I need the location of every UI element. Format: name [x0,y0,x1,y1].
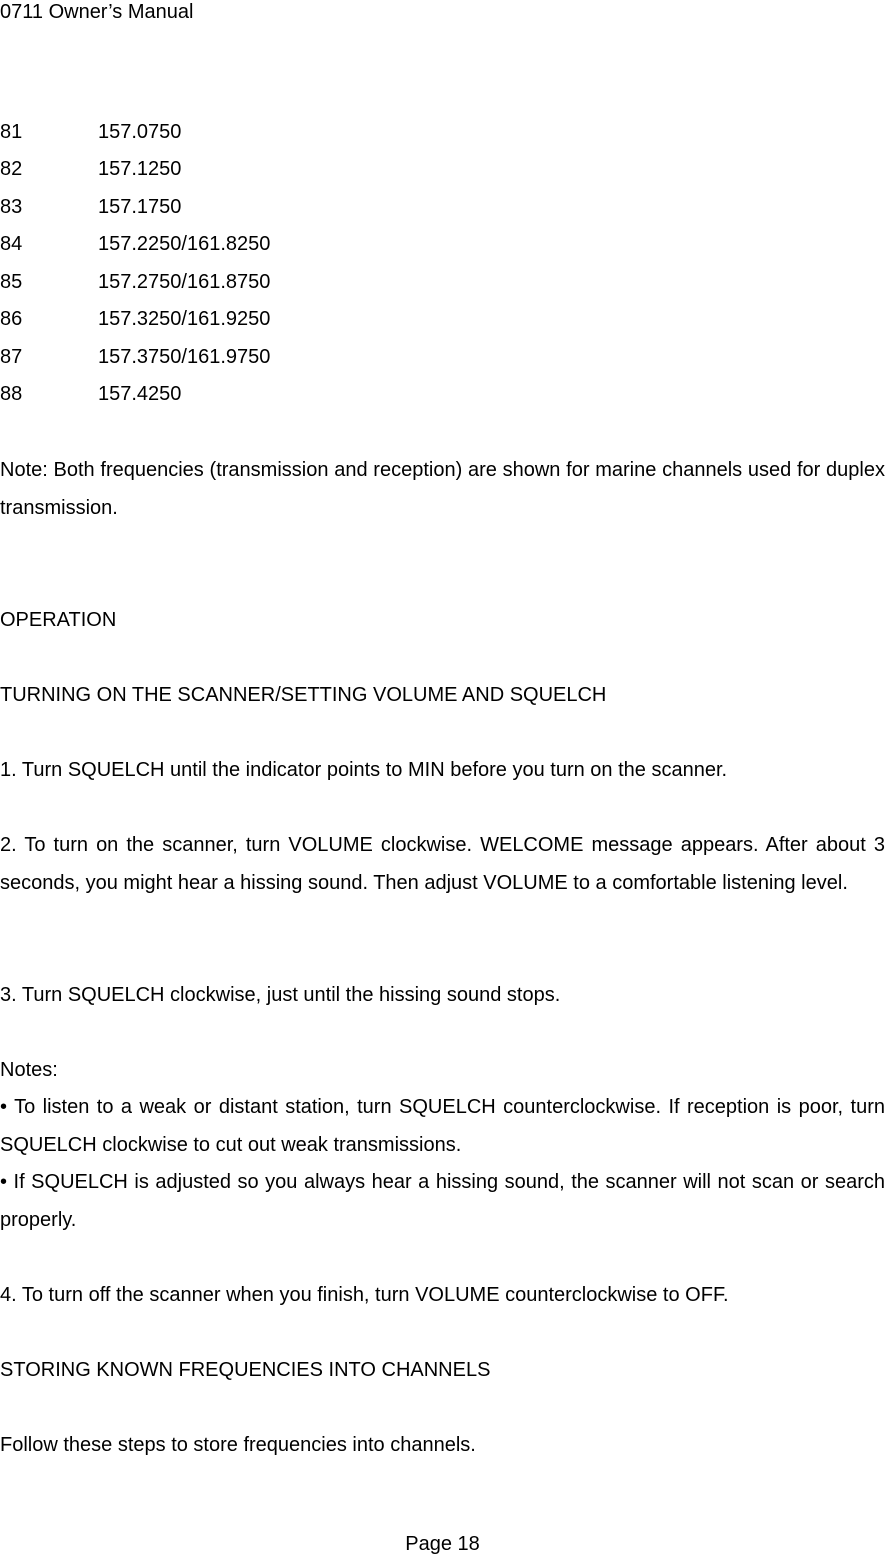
channel-number: 83 [0,196,23,218]
operation-heading: OPERATION [0,609,117,631]
channel-number: 84 [0,233,23,255]
channel-row [0,196,400,226]
channel-frequency: 157.2750/161.8750 [98,271,271,293]
channel-row [0,233,400,263]
notes-heading: Notes: [0,1059,58,1081]
document-header: 0711 Owner’s Manual [0,1,194,23]
step-2: 2. To turn on the scanner, turn VOLUME clockwise. WELCOME message appears. After about 3 seconds, you might hear a hissing sound. Then adjust VOLUME to a comfortable listening level. [0,834,885,894]
channel-frequency: 157.4250 [98,383,182,405]
channel-number: 88 [0,383,23,405]
channel-number: 82 [0,158,23,180]
notes-bullet-squelch-hiss: • If SQUELCH is adjusted so you always hear a hissing sound, the scanner will not scan or search properly. [0,1171,885,1231]
channel-frequency: 157.3250/161.9250 [98,308,271,330]
channel-frequency: 157.3750/161.9750 [98,346,271,368]
channel-row [0,383,400,413]
channel-row [0,346,400,376]
channel-row [0,121,400,151]
channel-number: 85 [0,271,23,293]
step-1: 1. Turn SQUELCH until the indicator points to MIN before you turn on the scanner. [0,759,728,781]
channel-row [0,271,400,301]
step-4: 4. To turn off the scanner when you finish, turn VOLUME counterclockwise to OFF. [0,1284,729,1306]
step-3: 3. Turn SQUELCH clockwise, just until the hissing sound stops. [0,984,561,1006]
section-heading-storing-frequencies: STORING KNOWN FREQUENCIES INTO CHANNELS [0,1359,491,1381]
notes-bullet-weak-station: • To listen to a weak or distant station, turn SQUELCH counterclockwise. If reception is poor, turn SQUELCH clockwise to cut out weak transmissions. [0,1096,885,1156]
section-intro: Follow these steps to store frequencies into channels. [0,1434,476,1456]
page-number: Page 18 [405,1533,480,1555]
channel-number: 87 [0,346,23,368]
section-heading-turning-on: TURNING ON THE SCANNER/SETTING VOLUME AND SQUELCH [0,684,607,706]
channel-number: 81 [0,121,23,143]
channel-number: 86 [0,308,23,330]
channel-frequency: 157.1250 [98,158,182,180]
channel-frequency: 157.2250/161.8250 [98,233,271,255]
channel-frequency: 157.1750 [98,196,182,218]
channel-frequency: 157.0750 [98,121,182,143]
channel-row [0,308,400,338]
channel-row [0,158,400,188]
duplex-note: Note: Both frequencies (transmission and reception) are shown for marine channels used for duplex transmission. [0,459,885,519]
